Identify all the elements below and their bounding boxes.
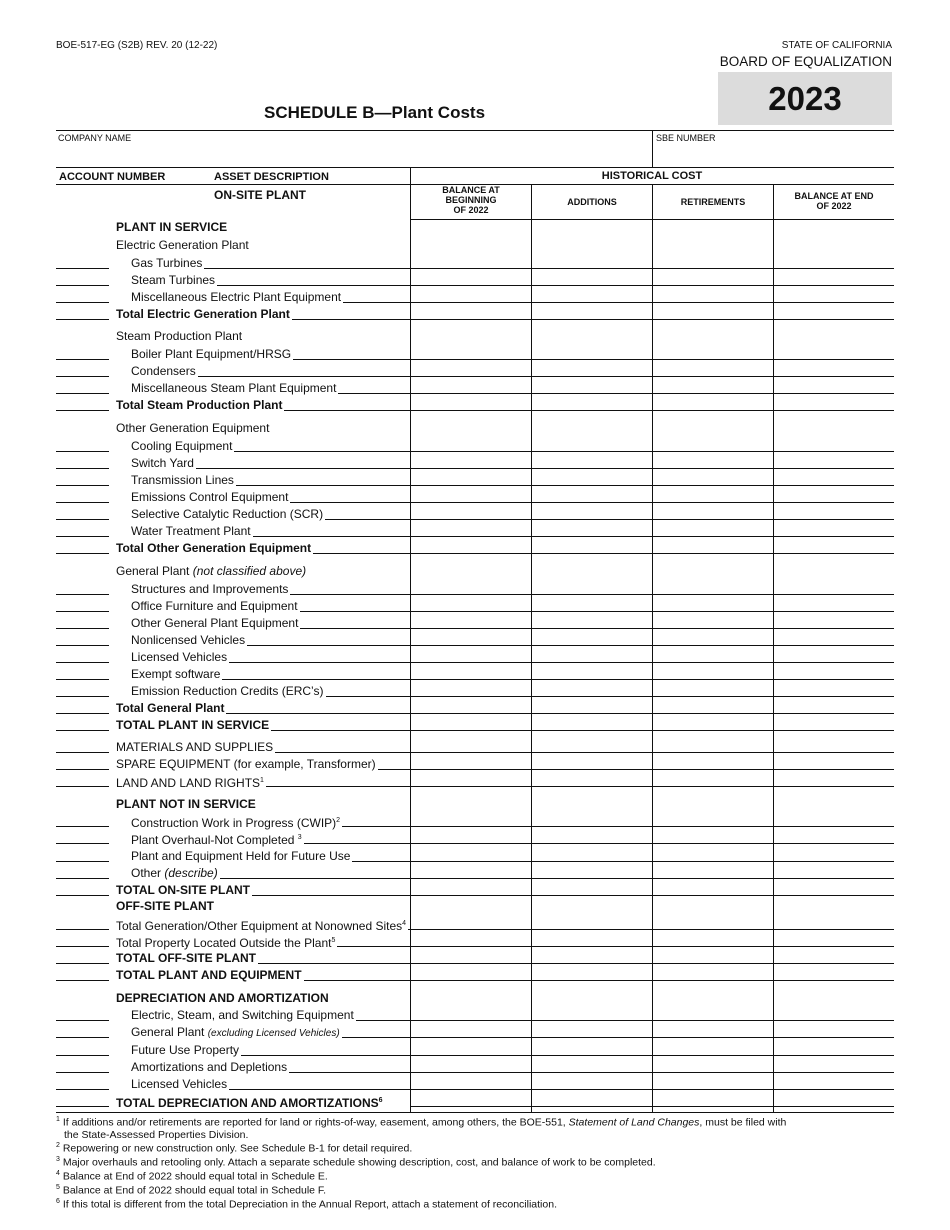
amount-row-line xyxy=(410,1037,894,1038)
leader-line xyxy=(217,285,410,286)
row-cwip xyxy=(131,814,340,830)
account-number-input[interactable] xyxy=(56,662,109,663)
leader-line xyxy=(275,752,410,753)
amount-row-line xyxy=(410,713,894,714)
row-materials-supplies: MATERIALS AND SUPPLIES xyxy=(116,740,274,754)
row-total-electric: Total Electric Generation Plant xyxy=(116,307,290,321)
footnote-ref: 5 xyxy=(331,937,336,944)
amount-row-line xyxy=(410,1072,894,1073)
footnote-5 xyxy=(56,1182,886,1197)
subsection-other-generation: Other Generation Equipment xyxy=(116,421,270,435)
amount-row-line xyxy=(410,679,894,680)
account-number-input[interactable] xyxy=(56,285,109,286)
account-number-input[interactable] xyxy=(56,502,109,503)
account-number-input[interactable] xyxy=(56,843,109,844)
leader-line xyxy=(289,1072,410,1073)
board-label: BOARD OF EQUALIZATION xyxy=(719,54,892,69)
account-number-input[interactable] xyxy=(56,1106,109,1107)
amount-row-line xyxy=(410,769,894,770)
footnote-ref: 6 xyxy=(378,1097,383,1104)
amount-row-line xyxy=(410,861,894,862)
footnote-3 xyxy=(56,1154,886,1169)
row-scr: Selective Catalytic Reduction (SCR) xyxy=(131,507,324,521)
account-number-input[interactable] xyxy=(56,1072,109,1073)
account-number-input[interactable] xyxy=(56,826,109,827)
footnote-text: If additions and/or retirements are reported for land or rights-of-way, easement, among others, the BOE-551, xyxy=(59,1116,569,1129)
row-total-off-site: TOTAL OFF-SITE PLANT xyxy=(116,951,256,965)
row-condensers: Condensers xyxy=(131,364,196,378)
row-total-on-site: TOTAL ON-SITE PLANT xyxy=(116,883,250,897)
leader-line xyxy=(258,963,410,964)
leader-line xyxy=(241,1055,410,1056)
leader-line xyxy=(300,611,410,612)
row-licensed-vehicles: Licensed Vehicles xyxy=(131,650,228,664)
col-balance-end xyxy=(774,191,894,211)
leader-line xyxy=(304,843,410,844)
other-note: (describe) xyxy=(164,866,218,880)
row-misc-electric: Miscellaneous Electric Plant Equipment xyxy=(131,290,342,304)
company-name-field[interactable] xyxy=(56,142,648,166)
amount-row-line xyxy=(410,895,894,896)
row-nonowned-sites xyxy=(116,917,406,933)
row-total-steam: Total Steam Production Plant xyxy=(116,398,283,412)
amount-row-line xyxy=(410,826,894,827)
row-dep-amortizations: Amortizations and Depletions xyxy=(131,1060,288,1074)
leader-line xyxy=(292,319,410,320)
amount-row-line xyxy=(410,594,894,595)
total-depreciation-text: TOTAL DEPRECIATION AND AMORTIZATIONS xyxy=(116,1096,379,1110)
col-text: BEGINNING xyxy=(445,195,497,205)
account-number-input[interactable] xyxy=(56,359,109,360)
leader-line xyxy=(271,730,410,731)
footnote-text: Statement of Land Changes xyxy=(568,1116,700,1129)
col-text: OF 2022 xyxy=(453,205,489,215)
leader-line xyxy=(342,826,410,827)
amount-row-line xyxy=(410,376,894,377)
amount-row-line xyxy=(410,752,894,753)
subsection-electric: Electric Generation Plant xyxy=(116,238,249,252)
col-text: OF 2022 xyxy=(816,201,852,211)
account-number-input[interactable] xyxy=(56,1037,109,1038)
amount-row-line xyxy=(410,359,894,360)
footnote-6 xyxy=(56,1196,886,1211)
leader-line xyxy=(247,645,410,646)
leader-line xyxy=(234,451,410,452)
divider xyxy=(56,167,894,168)
amount-row-line xyxy=(410,1089,894,1090)
column-line xyxy=(531,184,532,1112)
schedule-title: SCHEDULE B—Plant Costs xyxy=(264,103,486,122)
asset-description-header: ASSET DESCRIPTION xyxy=(214,171,329,183)
company-name-label: COMPANY NAME xyxy=(58,133,132,143)
column-line xyxy=(773,184,774,1112)
account-number-input[interactable] xyxy=(56,861,109,862)
row-erc: Emission Reduction Credits (ERC’s) xyxy=(131,684,324,698)
amount-row-line xyxy=(410,628,894,629)
footnote-ref: 1 xyxy=(260,777,264,784)
amount-row-line xyxy=(410,662,894,663)
account-number-input[interactable] xyxy=(56,713,109,714)
footnote-ref: 4 xyxy=(402,920,407,927)
account-number-input[interactable] xyxy=(56,268,109,269)
account-number-input[interactable] xyxy=(56,451,109,452)
general-plant-note: (not classified above) xyxy=(192,564,307,578)
amount-row-line xyxy=(410,302,894,303)
row-transmission: Transmission Lines xyxy=(131,473,234,487)
general-plant-text: General Plant xyxy=(116,564,193,578)
account-number-input[interactable] xyxy=(56,410,109,411)
footnote-ref: 3 xyxy=(297,834,302,841)
row-emissions-control: Emissions Control Equipment xyxy=(131,490,289,504)
account-number-input[interactable] xyxy=(56,878,109,879)
amount-row-line xyxy=(410,553,894,554)
amount-row-line xyxy=(410,468,894,469)
leader-line xyxy=(253,536,410,537)
account-number-input[interactable] xyxy=(56,946,109,947)
amount-row-line xyxy=(410,393,894,394)
leader-line xyxy=(229,662,410,663)
dep-general-note: (excluding Licensed Vehicles) xyxy=(207,1028,340,1039)
account-number-input[interactable] xyxy=(56,1089,109,1090)
account-number-input[interactable] xyxy=(56,679,109,680)
row-steam-turbines: Steam Turbines xyxy=(131,273,216,287)
amount-row-line xyxy=(410,451,894,452)
leader-line xyxy=(204,268,410,269)
account-number-input[interactable] xyxy=(56,769,109,770)
subsection-steam: Steam Production Plant xyxy=(116,329,243,343)
footnote-number: 6 xyxy=(56,1198,60,1205)
tax-year: 2023 xyxy=(768,80,842,117)
dep-general-text: General Plant xyxy=(131,1025,208,1039)
footnote-number: 4 xyxy=(56,1170,60,1177)
footnote-number: 2 xyxy=(56,1142,60,1149)
account-number-input[interactable] xyxy=(56,730,109,731)
account-number-input[interactable] xyxy=(56,963,109,964)
row-dep-electric: Electric, Steam, and Switching Equipment xyxy=(131,1008,354,1022)
row-outside-plant xyxy=(116,934,335,950)
account-number-input[interactable] xyxy=(56,645,109,646)
row-other-general: Other General Plant Equipment xyxy=(131,616,299,630)
column-line xyxy=(410,167,411,1112)
divider xyxy=(652,130,653,167)
form-id: BOE-517-EG (S2B) REV. 20 (12-22) xyxy=(56,40,218,51)
leader-line xyxy=(313,553,410,554)
row-future-use: Plant and Equipment Held for Future Use xyxy=(131,849,351,863)
account-number-input[interactable] xyxy=(56,468,109,469)
row-water-treatment: Water Treatment Plant xyxy=(131,524,251,538)
subsection-general-plant xyxy=(116,564,306,578)
row-dep-general xyxy=(131,1025,340,1041)
historical-cost-header: HISTORICAL COST xyxy=(601,170,703,182)
leader-line xyxy=(300,628,410,629)
amount-row-line xyxy=(410,1020,894,1021)
leader-line xyxy=(196,468,410,469)
amount-row-line xyxy=(410,946,894,947)
section-off-site: OFF-SITE PLANT xyxy=(116,899,214,913)
account-number-input[interactable] xyxy=(56,786,109,787)
row-total-other-generation: Total Other Generation Equipment xyxy=(116,541,312,555)
footnote-number: 1 xyxy=(56,1116,60,1123)
amount-row-line xyxy=(410,730,894,731)
footnote-2 xyxy=(56,1140,886,1155)
leader-line xyxy=(337,946,410,947)
row-plant-overhaul xyxy=(131,831,302,847)
leader-line xyxy=(290,502,410,503)
amount-row-line xyxy=(410,502,894,503)
on-site-plant-header: ON-SITE PLANT xyxy=(214,188,306,202)
cwip-text: Construction Work in Progress (CWIP) xyxy=(131,816,337,830)
amount-row-line xyxy=(410,519,894,520)
col-additions: ADDITIONS xyxy=(567,197,617,207)
amount-row-line xyxy=(410,929,894,930)
year-box xyxy=(718,72,892,125)
account-number-input[interactable] xyxy=(56,319,109,320)
account-number-input[interactable] xyxy=(56,594,109,595)
amount-row-line xyxy=(410,285,894,286)
leader-line xyxy=(290,594,410,595)
leader-line xyxy=(343,302,410,303)
col-text: BALANCE AT xyxy=(442,185,500,195)
row-total-depreciation xyxy=(116,1094,383,1110)
footnote-4 xyxy=(56,1168,886,1183)
row-cooling: Cooling Equipment xyxy=(131,439,233,453)
other-text: Other xyxy=(131,866,165,880)
account-number-input[interactable] xyxy=(56,980,109,981)
account-number-input[interactable] xyxy=(56,536,109,537)
leader-line xyxy=(378,769,410,770)
row-total-plant-equipment: TOTAL PLANT AND EQUIPMENT xyxy=(116,968,302,982)
leader-line xyxy=(236,485,410,486)
row-switch-yard: Switch Yard xyxy=(131,456,194,470)
divider xyxy=(56,184,410,185)
account-number-input[interactable] xyxy=(56,895,109,896)
row-gas-turbines: Gas Turbines xyxy=(131,256,203,270)
footnote-text: Major overhauls and retooling only. Attach a separate schedule showing description, cost, and balance of work to be completed. xyxy=(59,1156,656,1169)
footnote-text: Repowering or new construction only. See Schedule B-1 for detail required. xyxy=(59,1142,413,1155)
account-number-input[interactable] xyxy=(56,696,109,697)
account-number-input[interactable] xyxy=(56,553,109,554)
account-number-input[interactable] xyxy=(56,393,109,394)
divider xyxy=(56,1112,894,1113)
footnote-text: the State-Assessed Properties Division. xyxy=(64,1128,249,1141)
account-number-input[interactable] xyxy=(56,302,109,303)
outside-plant-text: Total Property Located Outside the Plant xyxy=(116,936,332,950)
leader-line xyxy=(325,519,410,520)
row-dep-licensed: Licensed Vehicles xyxy=(131,1077,228,1091)
leader-line xyxy=(222,679,410,680)
row-exempt-software: Exempt software xyxy=(131,667,221,681)
leader-line xyxy=(229,1089,410,1090)
leader-line xyxy=(356,1020,410,1021)
account-number-input[interactable] xyxy=(56,752,109,753)
footnote-text: , must be filed with xyxy=(699,1116,787,1129)
amount-row-line xyxy=(410,611,894,612)
sbe-number-label: SBE NUMBER xyxy=(656,133,716,143)
leader-line xyxy=(198,376,410,377)
row-spare-equipment: SPARE EQUIPMENT (for example, Transformer) xyxy=(116,757,376,771)
col-balance-beginning xyxy=(411,185,531,215)
footnote-number: 3 xyxy=(56,1156,60,1163)
divider xyxy=(56,130,894,131)
account-number-input[interactable] xyxy=(56,485,109,486)
amount-row-line xyxy=(410,878,894,879)
section-plant-in-service: PLANT IN SERVICE xyxy=(116,220,228,234)
row-misc-steam: Miscellaneous Steam Plant Equipment xyxy=(131,381,337,395)
leader-line xyxy=(326,696,410,697)
account-number-input[interactable] xyxy=(56,929,109,930)
amount-row-line xyxy=(410,410,894,411)
account-number-input[interactable] xyxy=(56,1020,109,1021)
amount-row-line xyxy=(410,268,894,269)
leader-line xyxy=(338,393,410,394)
row-dep-future: Future Use Property xyxy=(131,1043,240,1057)
state-label: STATE OF CALIFORNIA xyxy=(781,40,892,51)
column-line xyxy=(652,184,653,1112)
row-total-general-plant: Total General Plant xyxy=(116,701,225,715)
land-rights-text: LAND AND LAND RIGHTS xyxy=(116,776,261,790)
plant-overhaul-text: Plant Overhaul-Not Completed xyxy=(131,833,298,847)
leader-line xyxy=(342,1037,410,1038)
footnote-1 xyxy=(56,1114,886,1141)
amount-row-line xyxy=(410,843,894,844)
footnote-text: Balance at End of 2022 should equal total in Schedule E. xyxy=(59,1170,328,1183)
leader-line xyxy=(266,786,410,787)
amount-row-line xyxy=(410,696,894,697)
account-number-input[interactable] xyxy=(56,1055,109,1056)
section-plant-not-in-service: PLANT NOT IN SERVICE xyxy=(116,797,256,811)
leader-line xyxy=(252,895,410,896)
section-depreciation: DEPRECIATION AND AMORTIZATION xyxy=(116,991,329,1005)
leader-line xyxy=(226,713,410,714)
amount-row-line xyxy=(410,980,894,981)
leader-line xyxy=(408,929,410,930)
amount-row-line xyxy=(410,786,894,787)
amount-row-line xyxy=(410,319,894,320)
leader-line xyxy=(220,878,410,879)
footnote-text: If this total is different from the total Depreciation in the Annual Report, attach a statement of reconciliation. xyxy=(59,1198,557,1211)
leader-line xyxy=(293,359,410,360)
amount-row-line xyxy=(410,645,894,646)
row-nonlicensed-vehicles: Nonlicensed Vehicles xyxy=(131,633,246,647)
amount-row-line xyxy=(410,1106,894,1107)
amount-row-line xyxy=(410,219,894,220)
footnote-ref: 2 xyxy=(336,817,341,824)
row-office-furniture: Office Furniture and Equipment xyxy=(131,599,298,613)
account-number-input[interactable] xyxy=(56,376,109,377)
amount-row-line xyxy=(410,963,894,964)
amount-row-line xyxy=(410,485,894,486)
account-number-header: ACCOUNT NUMBER xyxy=(59,171,166,183)
row-structures: Structures and Improvements xyxy=(131,582,289,596)
col-retirements: RETIREMENTS xyxy=(680,197,746,207)
account-number-input[interactable] xyxy=(56,628,109,629)
row-land-rights xyxy=(116,774,264,790)
nonowned-text: Total Generation/Other Equipment at Nonowned Sites xyxy=(116,919,403,933)
col-text: BALANCE AT END xyxy=(794,191,874,201)
leader-line xyxy=(304,980,410,981)
row-other-describe xyxy=(131,866,218,880)
account-number-input[interactable] xyxy=(56,519,109,520)
sbe-number-field[interactable] xyxy=(656,142,892,166)
amount-row-line xyxy=(410,536,894,537)
row-total-plant-in-service: TOTAL PLANT IN SERVICE xyxy=(116,718,270,732)
leader-line xyxy=(352,861,410,862)
leader-line xyxy=(284,410,410,411)
amount-row-line xyxy=(410,1055,894,1056)
account-number-input[interactable] xyxy=(56,611,109,612)
footnote-text: Balance at End of 2022 should equal total in Schedule F. xyxy=(59,1184,327,1197)
footnote-number: 5 xyxy=(56,1184,60,1191)
row-boiler: Boiler Plant Equipment/HRSG xyxy=(131,347,292,361)
